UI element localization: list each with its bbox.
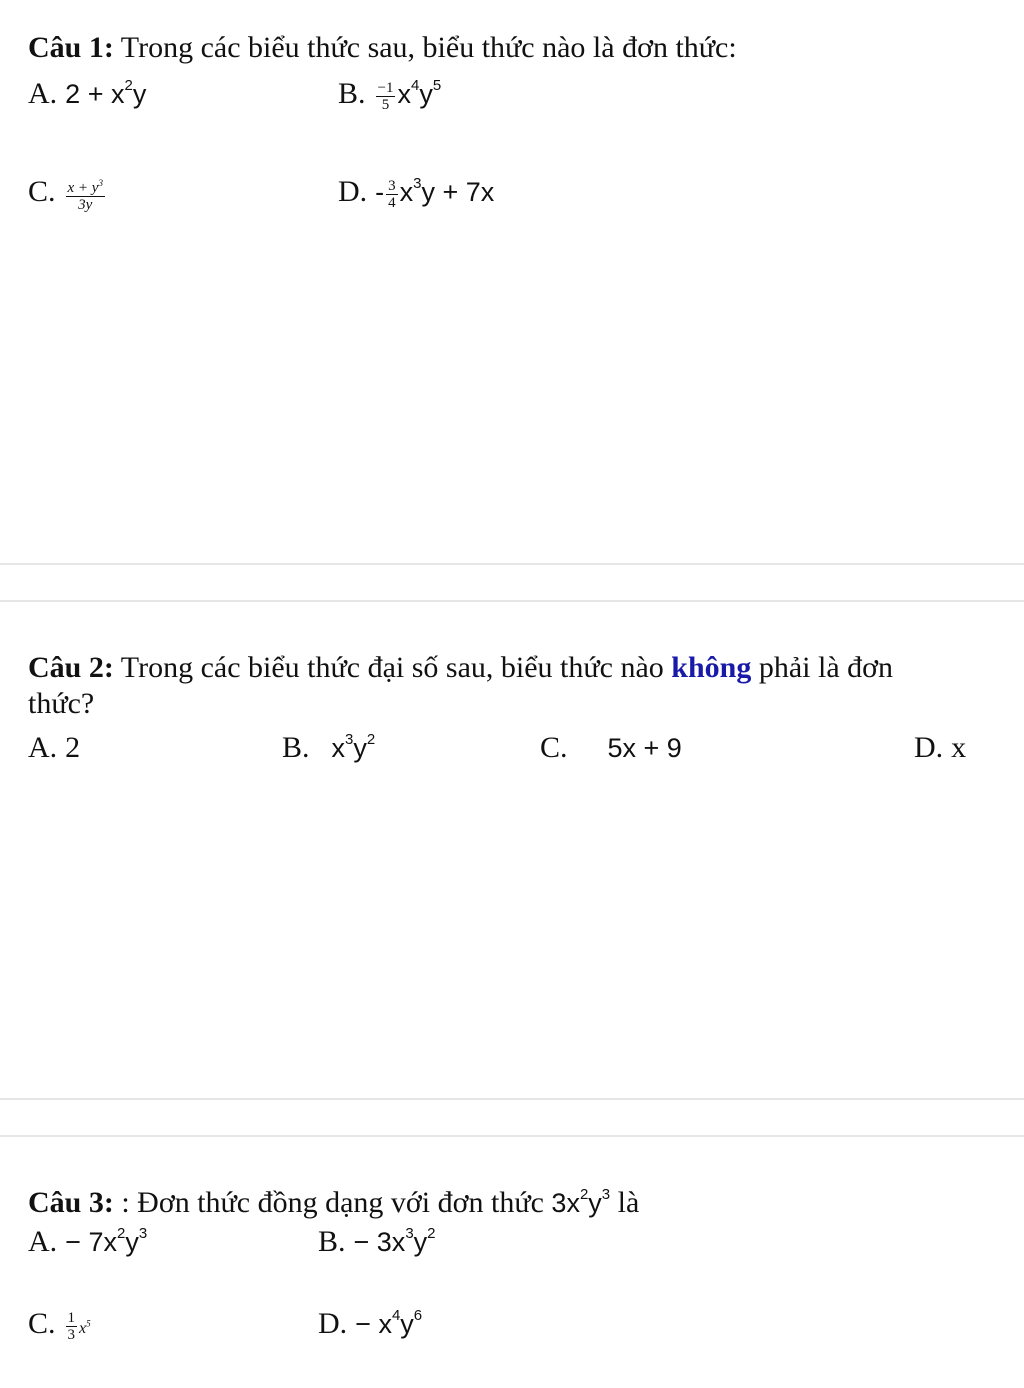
option-label: C. [540, 731, 568, 764]
q2-option-d[interactable]: D. x [914, 731, 967, 764]
q2-option-a[interactable]: A. 2 [28, 731, 81, 764]
question-1 [28, 30, 737, 66]
q3-option-a[interactable]: A. − $7x^2y^3$ [28, 1225, 148, 1258]
divider [0, 1135, 1024, 1137]
divider [0, 600, 1024, 602]
q1-option-a[interactable]: A. $2 + x^2y$ [28, 77, 147, 110]
question-3-label: Câu 3: [28, 1186, 114, 1219]
q1-option-c[interactable] [28, 174, 107, 213]
question-1-text: Trong các biểu thức sau, biểu thức nào là đơn thức: [113, 31, 737, 64]
option-label: D. [338, 175, 368, 208]
q1-option-b[interactable]: B. $\frac{-1}{5}$ $x^4y^5$ [338, 77, 442, 113]
q3-option-d[interactable]: D. − $x^4y^6$ [318, 1307, 423, 1340]
question-2: Câu 2: Trong các biểu thức đại số sau, biểu thức nào không phải là đơn thức? [28, 651, 893, 720]
option-label: A. [28, 731, 58, 764]
question-3: Câu 3: : Đơn thức đồng dạng với đơn thức $3x^2y^3$ là [28, 1186, 640, 1219]
q3-option-b[interactable]: B. − $3x^3y^2$ [318, 1225, 436, 1258]
q3-option-c[interactable]: C. $\frac{1}{3}$ $x^5$ [28, 1307, 91, 1343]
q2-option-b[interactable]: B. $x^3y^2$ [282, 731, 376, 764]
option-label: B. [282, 731, 310, 764]
q2-option-c[interactable]: C. 5x + 9 [540, 731, 682, 764]
option-label: C. [28, 1307, 56, 1341]
fraction: $\frac{3}{4}$ [388, 177, 396, 211]
highlight-khong: không [671, 651, 752, 684]
option-label: A. [28, 1225, 58, 1258]
option-label: B. [318, 1225, 346, 1258]
question-1-label: Câu 1: [28, 31, 114, 64]
option-label: D. [914, 731, 944, 764]
q1-option-d[interactable]: D. - $\frac{3}{4}$ $x^3y + 7x$ [338, 175, 495, 211]
option-label: A. [28, 77, 58, 110]
divider [0, 1098, 1024, 1100]
option-label: D. [318, 1307, 348, 1340]
divider [0, 563, 1024, 565]
option-label: B. [338, 77, 366, 110]
fraction: $\frac{x + y^3}{3y}$ [66, 175, 105, 213]
option-label: C. [28, 175, 56, 208]
question-2-label: Câu 2: [28, 651, 114, 684]
fraction: $\frac{1}{3}$ [67, 1309, 76, 1343]
fraction: $\frac{-1}{5}$ [377, 79, 394, 113]
